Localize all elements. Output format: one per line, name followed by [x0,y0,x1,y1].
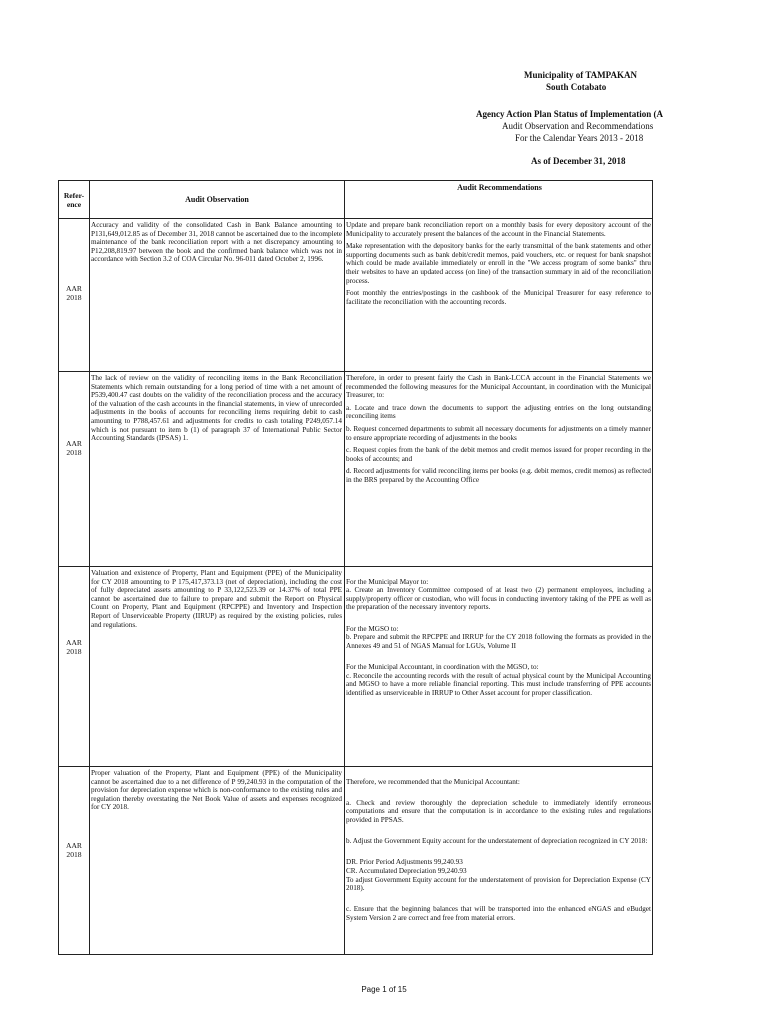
municipality-name: Municipality of TAMPAKAN [524,70,637,80]
observation-text: Accuracy and validity of the consolidated Cash in Bank Balance amounting to P131,649,012.85 as of December 31, 2018 cannot be ascertained due to the incomplete maintenance of the bank reconciliation report with a net discrepancy amounting to P12,208,819.97 between the book and the confirmed bank balance which was not in accordance with Section 3.2 of COA Circular No. 96-011 dated October 2, 1996. [91,221,342,264]
page-number: Page 1 of 15 [361,985,407,994]
audit-observation [91,374,342,564]
row-divider [59,566,652,567]
row-divider [59,218,652,219]
recommendation-text: b. Request concerned departments to submit all necessary documents for adjustments on a timely manner to ensure appropriate recording of adjustments in the books [346,424,651,442]
observation-text: The lack of review on the validity of reconciling items in the Bank Reconciliation Statements which remain outstanding for a long period of time with a net amount of P539,400.47 cast doubts on the validity of the reconciliation process and the accuracy of the valuation of the cash accounts in the financial statements, in view of unrecorded adjustments in the books of accounts for reconciling items requiring debit to cash amounting to P788,457.61 and adjustments for credits to cash totaling P249,057.14 which is not pursuant to item b (1) of paragraph 37 of International Public Sector Accounting Standards (IPSAS) 1. [91,374,342,443]
column-header-reference: Refer-ence [63,191,85,209]
recommendation-text: Therefore, we recommended that the Municipal Accountant: [346,777,520,786]
document-title: Agency Action Plan Status of Implementation (A [476,109,663,119]
column-divider [89,181,90,954]
audit-observation [91,769,342,954]
recommendation-text: b. Adjust the Government Equity account for the understatement of depreciation recognized in CY 2018: [346,837,648,846]
column-header-observation: Audit Observation [185,195,249,204]
recommendation-text: For the Municipal Mayor to: a. Create an Inventory Committee composed of at least two (2) permanent employees, including a supply/property officer or custodian, who will focus in conducting inventory taking of the PPE as well as the preparation of the necessary inventory reports. [346,577,651,612]
recommendation-text: a. Locate and trace down the documents to support the adjusting entries on the long outstanding reconciling items [346,403,651,421]
recommendation-text: d. Record adjustments for valid reconciling items per books (e.g. debit memos, credit memos) as reflected in the BRS prepared by the Accounting Office [346,467,651,484]
audit-observation [91,221,342,369]
row-divider [59,766,652,767]
column-header-recommendation: Audit Recommendations [457,183,542,192]
recommendation-text: Foot monthly the entries/postings in the cashbook of the Municipal Treasurer for easy reference to facilitate the reconciliation with the accounting records. [346,289,651,306]
recommendation-text: For the MGSO to: b. Prepare and submit the RPCPPE and IRRUP for the CY 2018 following the formats as provided in the Annexes 49 and 51 of NGAS Manual for LGUs, Volume II [346,624,651,650]
recommendation-text: c. Ensure that the beginning balances that will be transported into the enhanced eNGAS and eBudget System Version 2 are correct and free from material errors. [346,905,651,922]
province-name: South Cotabato [546,82,607,92]
audit-recommendation [346,569,651,764]
row-divider [59,371,652,372]
audit-recommendation [346,221,651,369]
recommendation-text: a. Check and review thoroughly the depreciation schedule to immediately identify erroneous computations and ensure that the computation is in accordance to the existing rules and regulations provided in PPSAS. [346,798,651,824]
recommendation-text: Update and prepare bank reconciliation report on a monthly basis for every depository account of the Municipality to accurately present the balances of the account in the Financial Statements. [346,221,651,238]
row-reference: AAR 2018 [65,638,83,656]
audit-observation [91,569,342,764]
recommendation-text: DR. Prior Period Adjustments 99,240.93 CR. Accumulated Depreciation 99,240.93 To adjust Government Equity account for the understatement of provision for Depreciation Expense (CY 2018). [346,858,651,893]
recommendation-text: Therefore, in order to present fairly the Cash in Bank-LCCA account in the Financial Statements we recommended the following measures for the Municipal Accountant, in coordination with the Municipal Treasurer, to: [346,374,651,400]
observation-text: Valuation and existence of Property, Plant and Equipment (PPE) of the Municipality for CY 2018 amounting to P 175,417,373.13 (net of depreciation), including the cost of fully depreciated assets amounting to P 33,122,523.39 or 14.37% of total PPE cannot be ascertained due to failure to prepare and submit the Report on Physical Count on Property, Plant and Equipment (RPCPPE) and Inventory and Inspection Report of Unserviceable Property (IIRUP) as required by the existing policies, rules and regulations. [91,569,342,629]
document-subtitle: Audit Observation and Recommendations [502,121,654,131]
column-divider [344,181,345,954]
row-reference: AAR 2018 [65,439,83,457]
audit-recommendation [346,374,651,564]
recommendation-text: Make representation with the depository banks for the early transmittal of the bank statements and other supporting documents such as bank debit/credit memos, paid vouchers, etc. or request for bank snapshot which could be made available immediately or enroll in the "We access program of some banks" thru their websites to have an updated access (on line) of the transaction summary in aid of the reconciliation process. [346,242,651,285]
row-reference: AAR 2018 [65,284,83,302]
observation-text: Proper valuation of the Property, Plant and Equipment (PPE) of the Municipality cannot be ascertained due to a net difference of P 99,240.93 in the computation of the provision for depreciation expense which is non-conformance to the existing rules and regulation thereby overstating the Net Book Value of assets and expenses recognized for CY 2018. [91,769,342,812]
calendar-years: For the Calendar Years 2013 - 2018 [515,133,644,143]
audit-table [58,180,653,955]
row-reference: AAR 2018 [65,841,83,859]
recommendation-text: For the Municipal Accountant, in coordination with the MGSO, to: c. Reconcile the accounting records with the result of actual physical count by the Municipal Accounting and MGSO to have a more reliable financial reporting. This must include transferring of PPE accounts identified as unserviceable in IRRUP to Other Asset account for proper classification. [346,662,651,697]
as-of-date: As of December 31, 2018 [531,156,626,166]
recommendation-text: c. Request copies from the bank of the debit memos and credit memos issued for proper recording in the books of accounts; and [346,446,651,463]
audit-recommendation [346,769,651,954]
